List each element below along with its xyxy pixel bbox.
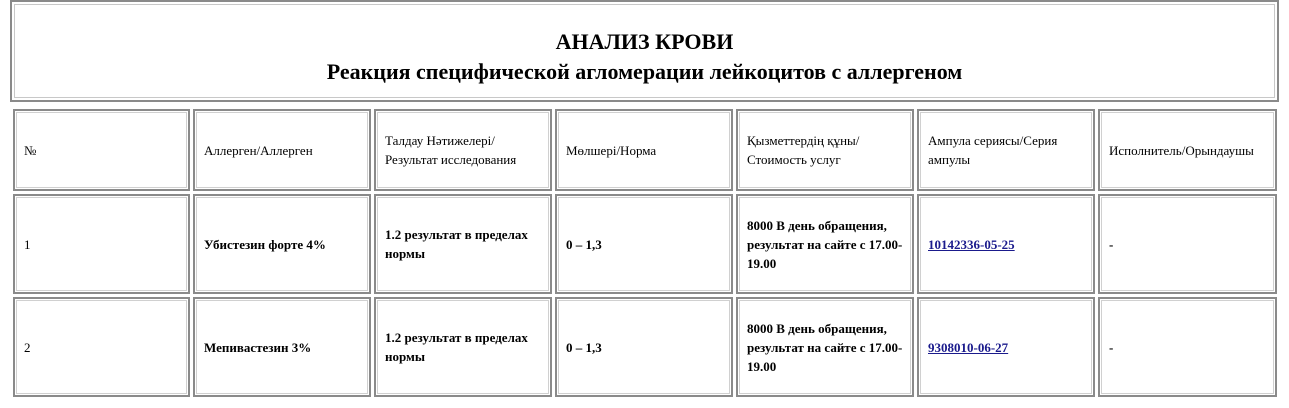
result-cell: 1.2 результат в пределах нормы — [374, 297, 552, 397]
result-cell: 1.2 результат в пределах нормы — [374, 194, 552, 294]
norm-cell: 0 – 1,3 — [555, 297, 733, 397]
column-header-cost: Қызметтердің құны/ Стоимость услуг — [736, 109, 914, 191]
cost-cell: 8000 В день обращения, результат на сайте с 17.00-19.00 — [736, 297, 914, 397]
cost-cell: 8000 В день обращения, результат на сайте с 17.00-19.00 — [736, 194, 914, 294]
row-number: 2 — [13, 297, 190, 397]
column-header-number: № — [13, 109, 190, 191]
results-table — [10, 106, 1280, 400]
ampule-cell — [917, 297, 1095, 397]
report-subtitle: Реакция специфической агломерации лейкоцитов с аллергеном — [326, 59, 963, 84]
allergen-cell: Убистезин форте 4% — [193, 194, 371, 294]
table-row — [13, 297, 1277, 397]
ampule-link[interactable]: 10142336-05-25 — [928, 236, 1015, 252]
column-header-allergen: Аллерген/Аллерген — [193, 109, 371, 191]
column-header-ampule: Ампула сериясы/Серия ампулы — [917, 109, 1095, 191]
column-header-result: Талдау Нәтижелері/ Результат исследования — [374, 109, 552, 191]
column-header-executor: Исполнитель/Орындаушы — [1098, 109, 1277, 191]
report-header — [10, 0, 1279, 102]
executor-cell: - — [1098, 194, 1277, 294]
row-number: 1 — [13, 194, 190, 294]
table-header-row — [13, 109, 1277, 191]
ampule-link[interactable]: 9308010-06-27 — [928, 339, 1009, 355]
ampule-cell — [917, 194, 1095, 294]
column-header-norm: Мөлшері/Норма — [555, 109, 733, 191]
report-title: АНАЛИЗ КРОВИ — [555, 29, 734, 54]
executor-cell: - — [1098, 297, 1277, 397]
norm-cell: 0 – 1,3 — [555, 194, 733, 294]
table-row — [13, 194, 1277, 294]
allergen-cell: Мепивастезин 3% — [193, 297, 371, 397]
